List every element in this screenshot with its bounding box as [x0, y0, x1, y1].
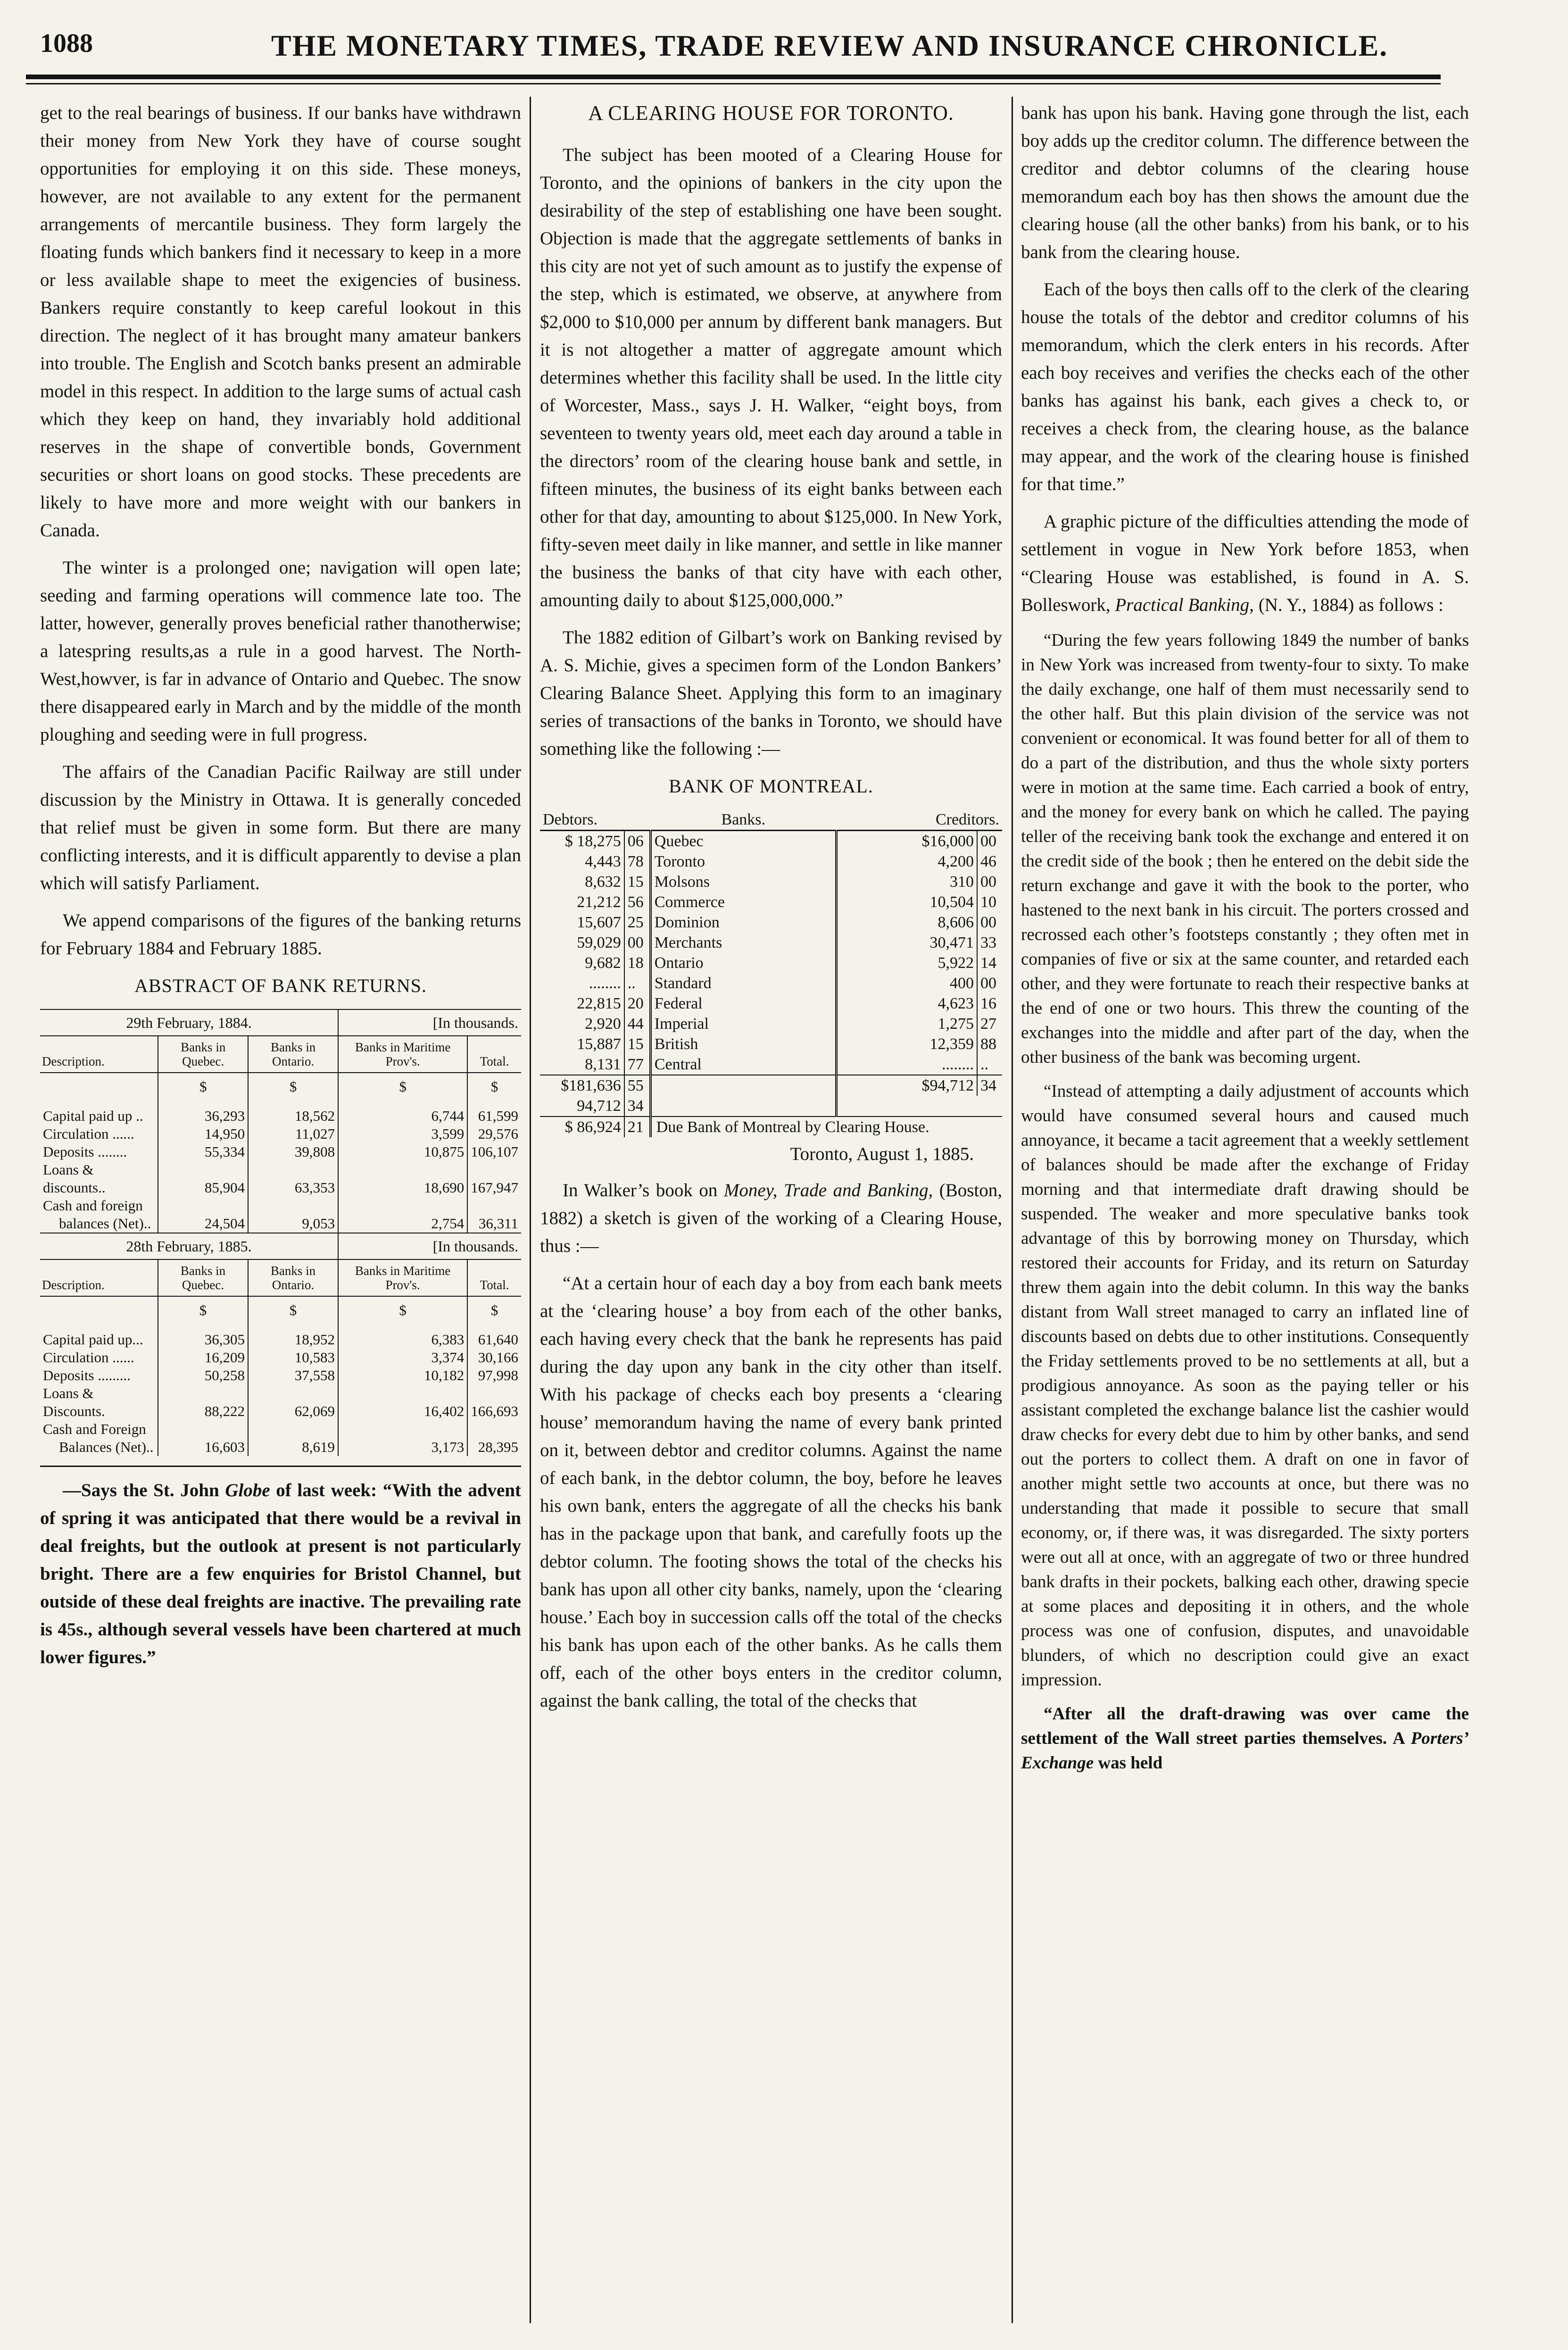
paragraph: The winter is a prolonged one; navigation will open late; seeding and farming operations will commence late too. The latter, however, generally proves beneficial rather thanotherwise; a latespring results,as a rule in a good harvest. The North-West,howver, is far in advance of Ontario and Quebec. The snow there disappeared early in March and by the middle of the month ploughing and seeding were in full progress. — [40, 558, 521, 745]
quotation: “During the few years following 1849 the number of banks in New York was increased from twenty-four to sixty. To make the daily exchange, one half of them must necessarily send to the other half. But this plain division of the service was not convenient or economical. It was found better for all of them to do a part of the distribution, and thus the whole sixty porters were in motion at the same time. Each carried a book of entry, and the money for every bank on which he called. The paying teller of the receiving bank took the exchange and entered it on the credit side of the book ; then he entered on the debit side the return exchange and gave it with the book to the porter, who hastened to the next bank in his circuit. The porters crossed and recrossed each other’s footsteps constantly ; they often met in companies of five or six at the same counter, and retarded each other, and they were fortunate to reach their respective banks at the end of one or two hours. This threw the counting of the exchanges into the middle and after part of the day, when the other business of the bank was becoming urgent. — [1021, 631, 1469, 1067]
paragraph: In Walker’s book on Money, Trade and Banking, (Boston, 1882) a sketch is given of the working of a Clearing House, thus :— — [540, 1180, 1003, 1256]
table-row: 22,815 20 Federal 4,623 16 — [540, 993, 1002, 1014]
table-date: 29th February, 1884. — [40, 1009, 338, 1036]
table-row: 15,607 25 Dominion 8,606 00 — [540, 912, 1002, 933]
currency-symbol: $ — [467, 1296, 521, 1319]
banks-header: Banks. — [650, 809, 836, 831]
globe-excerpt: —Says the St. John Globe of last week: “With the advent of spring it was anticipated that there would be a revival in deal freights, but the outlook at present is not particularly bright. There are a few enquiries for Bristol Channel, but outside of these deal freights are inactive. The prevailing rate is 45s., although several vessels have been chartered at much lower figures.” — [40, 1480, 522, 1667]
table-row: $ 18,275 06 Quebec $16,000 00 — [540, 831, 1002, 852]
table-row: ........ .. Standard 400 00 — [540, 973, 1002, 993]
table-date: 28th February, 1885. — [40, 1233, 338, 1259]
page-header — [26, 19, 1441, 66]
column-header: Banks in Quebec. — [158, 1036, 248, 1073]
column-header: Banks in Quebec. — [158, 1259, 248, 1296]
header-rule-thin — [26, 83, 1441, 84]
column-header: Total. — [467, 1036, 521, 1073]
currency-symbol: $ — [338, 1073, 467, 1096]
table-row: 8,131 77 Central ........ .. — [540, 1054, 1002, 1075]
paragraph: Each of the boys then calls off to the clerk of the clearing house the totals of the debtor and creditor columns of his memorandum, which the clerk enters in his records. After each boy receives and verifies the checks each of the other banks has against his bank, each gives a check to, or receives a check from, the clearing house, as the balance may appear, and the work of the clearing house is finished for that time.” — [1021, 279, 1469, 494]
currency-symbol: $ — [467, 1073, 521, 1096]
debtors-header: Debtors. — [540, 809, 650, 831]
quotation: “Instead of attempting a daily adjustment of accounts which would have consumed several hours and caused much annoyance, it became a tacit agreement that a weekly settlement of balances should be made after the exchange of Friday morning and that intermediate draft drawing should be suspended. The weaker and more speculative banks took advantage of this by borrowing money on Thursday, which restored their accounts for Friday, and its return on Saturday threw them again into the debit column. In this way the banks distant from Wall street managed to carry an inflated line of discounts based on debts due to other institutions. Consequently the Friday settlements proved to be no settlements at all, but a prodigious annoyance. As soon as the paying teller or his assistant completed the exchange balance list the cashier would draw checks for every debt due to him by other banks, and send out the porters to collect them. A draft on one in favor of another might settle two accounts at once, but there was no understanding that made it possible to secure that small economy, or, if there was, it was disregarded. The sixty porters were out all at once, with an aggregate of two or three hundred bank drafts in their pockets, balking each other, drawing specie at some places and depositing it in others, and the whole process was one of confusion, disputes, and unavoidable blunders, of which no description could give an exact impression. — [1021, 1082, 1469, 1690]
column-header: Banks in Maritime Prov's. — [338, 1036, 467, 1073]
currency-symbol: $ — [158, 1073, 248, 1096]
column-3 — [1021, 99, 1469, 1785]
table-row: balances (Net).. 24,504 9,053 2,754 36,311 — [40, 1215, 521, 1233]
bank-sheet-title: BANK OF MONTREAL. — [669, 775, 873, 797]
table-row: 2,920 44 Imperial 1,275 27 — [540, 1014, 1002, 1034]
table-row: 8,632 15 Molsons 310 00 — [540, 872, 1002, 892]
column-header: Banks in Maritime Prov's. — [338, 1259, 467, 1296]
sheet-date: Toronto, August 1, 1885. — [790, 1144, 974, 1164]
table-row: Circulation ...... 14,950 11,027 3,599 29,576 — [40, 1125, 521, 1143]
newspaper-page — [26, 19, 1469, 2330]
bank-returns-table-1884 — [40, 1009, 521, 1233]
paragraph: A graphic picture of the difficulties attending the mode of settlement in vogue in New York before 1853, when “Clearing House was established, is found in A. S. Bolleswork, Practical Banking, (N. Y., 1884) as follows : — [1021, 511, 1469, 615]
article-title: A CLEARING HOUSE FOR TORONTO. — [588, 101, 954, 125]
column-header: Banks in Ontario. — [248, 1259, 338, 1296]
table-row: 4,443 78 Toronto 4,200 46 — [540, 851, 1002, 872]
column-header: Description. — [40, 1259, 158, 1296]
table-row: Capital paid up .. 36,293 18,562 6,744 61,599 — [40, 1107, 521, 1125]
table-row: Cash and foreign — [40, 1197, 521, 1215]
masthead: THE MONETARY TIMES, TRADE REVIEW AND INSURANCE CHRONICLE. — [271, 29, 1388, 62]
abstract-title: ABSTRACT OF BANK RETURNS. — [134, 975, 427, 996]
paragraph: get to the real bearings of business. If our banks have withdrawn their money from New York they have of course sought opportunities for employing it on this side. These moneys, however, are not available to any extent for the permanent arrangements of mercantile business. They form largely the floating funds which bankers find it necessary to keep in a more or less available shape to meet the exigencies of business. Bankers require constantly to keep careful lookout in this direction. The neglect of it has brought many amateur bankers into trouble. The English and Scotch banks present an admirable model in this respect. In addition to the large sums of actual cash which they keep on hand, they invariably hold additional reserves in the shape of convertible bonds, Government securities or short loans on good stocks. These precedents are likely to have more and more weight with our bankers in Canada. — [40, 103, 521, 541]
table-unit: [In thousands. — [338, 1009, 521, 1036]
bank-returns-table-1885 — [40, 1233, 521, 1456]
total-row: $181,636 55 $94,712 34 — [540, 1075, 1002, 1096]
column-2 — [540, 99, 1002, 1724]
paragraph: The subject has been mooted of a Clearing House for Toronto, and the opinions of bankers in the city upon the desirability of the step of establishing one have been sought. Objection is made that the aggregate settlements of banks in this city are not yet of such amount as to justify the expense of the step, which is estimated, we observe, at anywhere from $2,000 to $10,000 per annum by different bank managers. But it is not altogether a matter of aggregate amount which determines whether this facility shall be used. In the little city of Worcester, Mass., says J. H. Walker, “eight boys, from seventeen to twenty years old, meet each day around a table in the directors’ room of the clearing house bank and settle, in fifteen minutes, the business of its eight banks between each other for that day, amounting to about $125,000. In New York, fifty-seven meet daily in like manner, and settle in like manner the business the banks of that city have with each other, amounting daily to about $125,000,000.” — [540, 145, 1002, 610]
column-header: Total. — [467, 1259, 521, 1296]
table-row: Balances (Net).. 16,603 8,619 3,173 28,395 — [40, 1438, 521, 1456]
table-row: Capital paid up... 36,305 18,952 6,383 61,640 — [40, 1331, 521, 1349]
currency-symbol: $ — [248, 1296, 338, 1319]
table-row: Cash and Foreign — [40, 1420, 521, 1438]
table-row: 15,887 15 British 12,359 88 — [540, 1034, 1002, 1054]
paragraph: The affairs of the Canadian Pacific Railway are still under discussion by the Ministry in Ottawa. It is generally conceded that relief must be given in some form. But there are many conflicting interests, and it is difficult apparently to devise a plan which will satisfy Parliament. — [40, 762, 521, 893]
page-number: 1088 — [40, 29, 93, 58]
table-row: 21,212 56 Commerce 10,504 10 — [540, 892, 1002, 912]
column-header: Banks in Ontario. — [248, 1036, 338, 1073]
table-row: 9,682 18 Ontario 5,922 14 — [540, 953, 1002, 973]
column-divider — [1012, 97, 1013, 2323]
table-row: Deposits ......... 50,258 37,558 10,182 97,998 — [40, 1367, 521, 1384]
paragraph: The 1882 edition of Gilbart’s work on Banking revised by A. S. Michie, gives a specimen form of the London Bankers’ Clearing Balance Sheet. Applying this form to an imaginary series of transactions of the banks in Toronto, we should have something like the following :— — [540, 627, 1002, 759]
due-row: $ 86,924 21 Due Bank of Montreal by Clearing House. — [540, 1117, 1002, 1137]
less-row: 94,712 34 — [540, 1096, 1002, 1117]
currency-symbol: $ — [248, 1073, 338, 1096]
column-1 — [40, 99, 521, 1681]
clearing-balance-sheet — [540, 809, 1002, 1137]
table-row: 59,029 00 Merchants 30,471 33 — [540, 933, 1002, 953]
table-row: Deposits ........ 55,334 39,808 10,875 106,107 — [40, 1143, 521, 1161]
table-row: Circulation ...... 16,209 10,583 3,374 30,166 — [40, 1349, 521, 1367]
header-rule — [26, 75, 1441, 79]
paragraph: bank has upon his bank. Having gone through the list, each boy adds up the creditor column. The difference between the creditor and debtor columns of the clearing house memorandum each boy has then shows the amount due the clearing house (all the other banks) from his bank, or to his bank from the clearing house. — [1021, 103, 1469, 262]
table-row: Loans & Discounts. 88,222 62,069 16,402 166,693 — [40, 1384, 521, 1420]
creditors-header: Creditors. — [836, 809, 1002, 831]
paragraph: “At a certain hour of each day a boy from each bank meets at the ‘clearing house’ a boy from each of the other banks, each having every check that the bank he represents has paid during the day upon any bank in the city other than itself. With his package of checks each boy presents a ‘clearing house’ memorandum having the name of every bank printed on it, between debtor and creditor columns. Against the name of each bank, in the debtor column, the boy, before he leaves his own bank, enters the aggregate of all the checks his bank has in the package upon that bank, and carefully foots up the debtor column. The footing shows the total of the checks his bank has upon all other city banks, namely, upon the ‘clearing house.’ Each boy in succession calls off the total of the checks his bank has upon each of the other banks. As he calls them off, each of the other boys enters in the creditor column, against the bank calling, the total of the checks that — [540, 1273, 1002, 1711]
currency-symbol: $ — [158, 1296, 248, 1319]
currency-symbol: $ — [338, 1296, 467, 1319]
table-unit: [In thousands. — [338, 1233, 521, 1259]
section-rule — [40, 1466, 521, 1467]
column-header: Description. — [40, 1036, 158, 1073]
quotation: “After all the draft-drawing was over came the settlement of the Wall street parties themselves. A Porters’ Exchange was held — [1021, 1704, 1469, 1773]
paragraph: We append comparisons of the figures of the banking returns for February 1884 and February 1885. — [40, 910, 521, 958]
column-divider — [530, 97, 531, 2323]
table-row: Loans & discounts.. 85,904 63,353 18,690 167,947 — [40, 1161, 521, 1197]
